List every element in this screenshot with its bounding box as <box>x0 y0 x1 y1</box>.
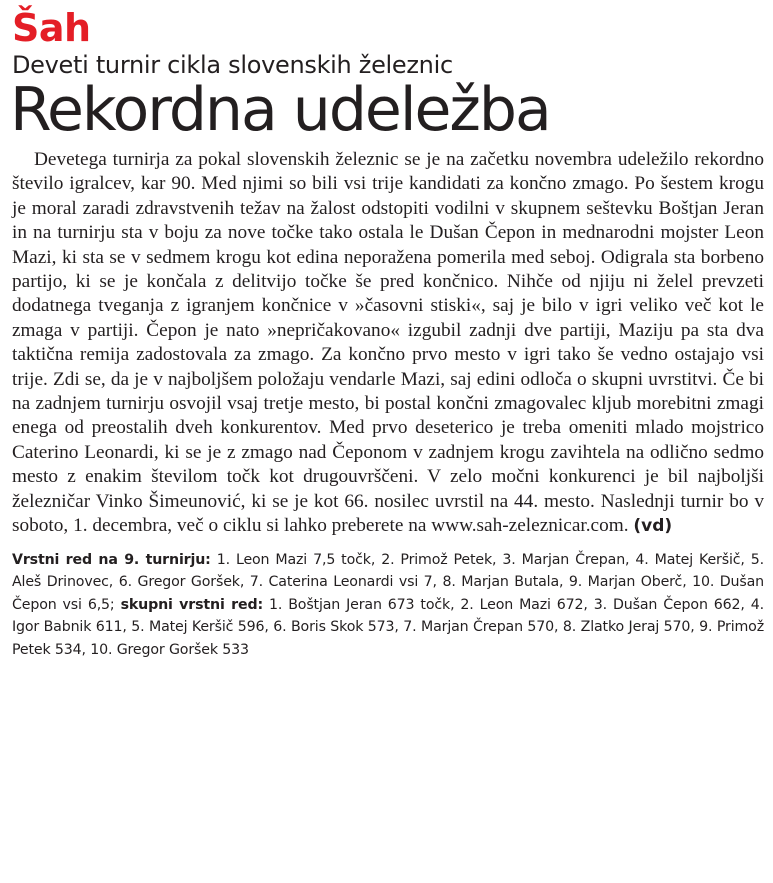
headline: Rekordna udeležba <box>10 75 550 145</box>
divider <box>12 539 764 549</box>
section-title: Šah <box>12 6 91 50</box>
article <box>12 8 764 661</box>
overall-results-label: skupni vrstni red: <box>120 596 263 613</box>
results-box <box>12 549 764 662</box>
article-body <box>12 148 764 539</box>
article-body-text: Devetega turnirja za pokal slovenskih železnic se je na začetku novembra udeležilo rekordno število igralcev, kar 90. Med njimi so bili vsi trije kandidati za končno zmago. Po šestem krogu je moral zaradi zdravstvenih težav na žalost odstopiti vodilni v skupnem seštevku Boštjan Jeran in na turnirju sta v boju za nove točke tako ostala le Dušan Čepon in mednarodni mojster Leon Mazi, ki sta se v sedmem krogu kot edina neporažena pomerila med seboj. Odigrala sta borbeno partijo, ki se je končala z delitvijo točke še pred končnico. Nihče od njiju ni želel prevzeti dodatnega tveganja z igranjem končnice v »časovni stiski«, saj je bilo v igri veliko več kot le zmaga v partiji. Čepon je nato »nepričakovano« izgubil zadnji dve partiji, Maziju pa sta dva taktična remija zadostovala za zmago. Za končno prvo mesto v igri tako še vedno ostajajo vsi trije. Zdi se, da je v najboljšem položaju vendarle Mazi, saj edini odloča o skupni uvrstitvi. Če bi na zadnjem turnirju osvojil vsaj tretje mesto, bi postal končni zmagovalec kljub morebitni zmagi enega od preostalih dveh konkurentov. Med prvo deseterico je treba omeniti mlado mojstrico Caterino Leonardi, ki se je z zmago nad Čeponom v zadnjem krogu zavihtela na odlično sedmo mesto z enakim številom točk kot drugouvrščeni. V zelo močni konkurenci je bil najboljši železničar Vinko Šimeunović, ki se je kot 66. nosilec uvrstil na 44. mesto. Naslednji turnir bo v soboto, 1. decembra, več o ciklu si lahko preberete na www.sah-zeleznicar.com. <box>12 149 764 537</box>
tournament-results-label: Vrstni red na 9. turnirju: <box>12 551 211 568</box>
tournament-results-text: 1. Leon Mazi 7,5 točk, 2. Primož Petek, 3. Marjan Črepan, 4. Matej Keršič, 5. Aleš Drinovec, 6. Gregor Goršek, 7. Caterina Leonardi vsi 7, 8. Marjan Butala, 9. Marjan Oberč, 10. Dušan Čepon vsi 6,5; <box>12 551 764 613</box>
kicker: Deveti turnir cikla slovenskih železnic <box>12 51 453 79</box>
author-signature: (vd) <box>633 516 673 537</box>
overall-results-text: 1. Boštjan Jeran 673 točk, 2. Leon Mazi 672, 3. Dušan Čepon 662, 4. Igor Babnik 611, 5. Matej Keršič 596, 6. Boris Skok 573, 7. Marjan Črepan 570, 8. Zlatko Jeraj 570, 9. Primož Petek 534, 10. Gregor Goršek 533 <box>12 596 764 658</box>
